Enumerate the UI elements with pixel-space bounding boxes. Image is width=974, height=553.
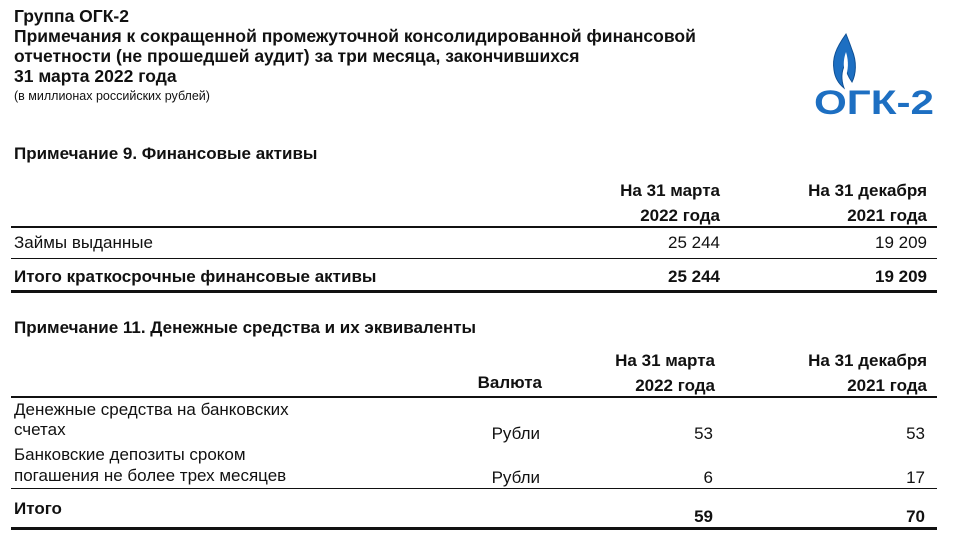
logo-text: ОГК-2	[814, 84, 934, 122]
row-label-line: погашения не более трех месяцев	[14, 466, 287, 485]
note11-col2-header: На 31 декабря 2021 года	[808, 351, 927, 395]
row-label-line: Банковские депозиты сроком	[14, 445, 246, 464]
note11-title: Примечание 11. Денежные средства и их эквиваленты	[14, 318, 477, 337]
row-currency: Рубли	[491, 468, 540, 487]
divider	[11, 396, 937, 398]
note11-col1-header: На 31 марта 2022 года	[615, 351, 715, 395]
row-currency: Рубли	[491, 424, 540, 443]
row-value-2022: 53	[694, 424, 713, 443]
row-value-2022: 25 244	[668, 233, 720, 252]
row-value-2021: 19 209	[875, 233, 927, 252]
divider	[11, 226, 937, 228]
note9-title: Примечание 9. Финансовые активы	[14, 144, 318, 163]
divider	[11, 290, 937, 293]
row-label-line: счетах	[14, 420, 66, 439]
report-title-line-3: 31 марта 2022 года	[14, 66, 177, 86]
total-label: Итого краткосрочные финансовые активы	[14, 267, 377, 286]
total-label: Итого	[14, 499, 62, 518]
divider	[11, 258, 937, 259]
ogk2-logo	[808, 30, 938, 122]
total-value-2022: 25 244	[668, 267, 720, 286]
company-name: Группа ОГК-2	[14, 6, 129, 26]
divider	[11, 488, 937, 489]
currency-header: Валюта	[477, 373, 542, 392]
report-title-line-2: отчетности (не прошедшей аудит) за три месяца, закончившихся	[14, 46, 580, 66]
units-note: (в миллионах российских рублей)	[14, 89, 210, 103]
row-value-2021: 53	[906, 424, 925, 443]
row-label: Займы выданные	[14, 233, 153, 252]
note9-col1-header: На 31 марта 2022 года	[620, 181, 720, 225]
row-label-line: Денежные средства на банковских	[14, 400, 289, 419]
note9-col2-header: На 31 декабря 2021 года	[808, 181, 927, 225]
report-title-line-1: Примечания к сокращенной промежуточной консолидированной финансовой	[14, 26, 696, 46]
total-value-2022: 59	[694, 507, 713, 526]
row-value-2022: 6	[703, 468, 713, 487]
total-value-2021: 19 209	[875, 267, 927, 286]
total-value-2021: 70	[906, 507, 925, 526]
row-value-2021: 17	[906, 468, 925, 487]
divider	[11, 527, 937, 530]
report-header	[14, 6, 794, 104]
